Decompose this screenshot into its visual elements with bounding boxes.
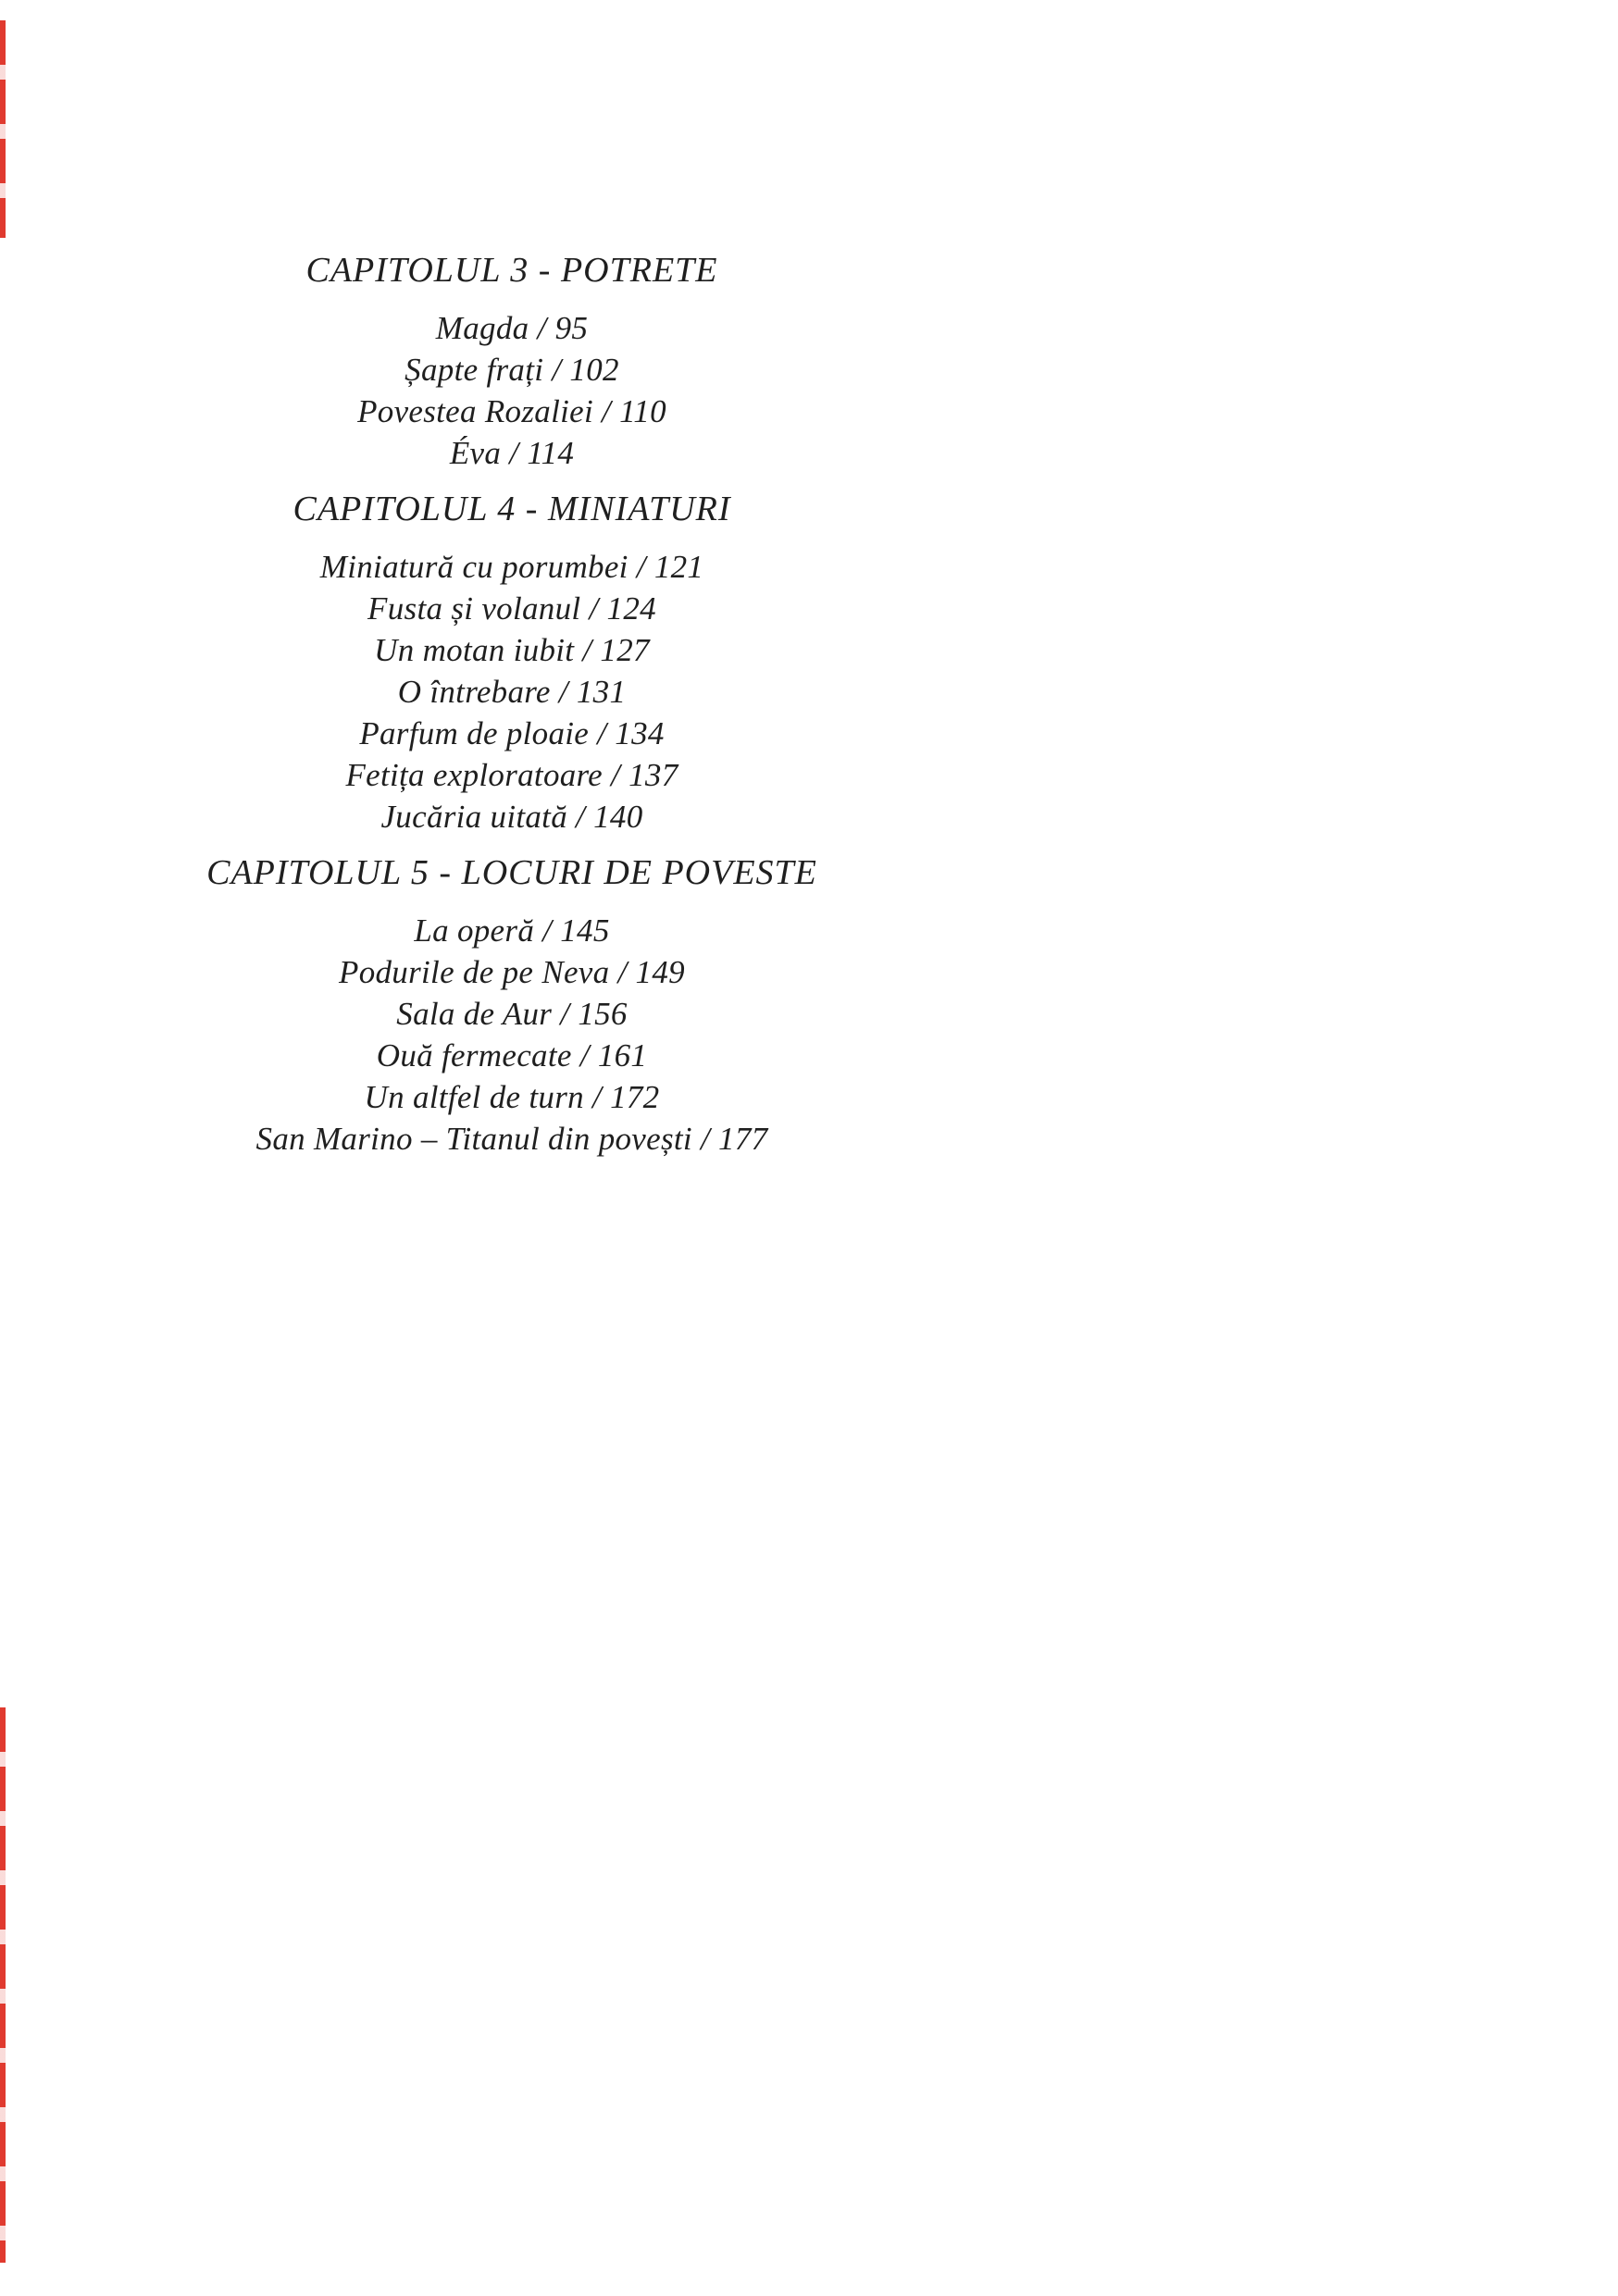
toc-entry: Povestea Rozaliei / 110 <box>357 393 666 429</box>
chapter-heading-3: CAPITOLUL 3 - POTRETE <box>305 251 718 290</box>
toc-entry: Un motan iubit / 127 <box>374 632 650 668</box>
toc-entry: Miniatură cu porumbei / 121 <box>319 549 704 585</box>
red-edge-mark-top <box>0 20 6 238</box>
toc-entry: Ouă fermecate / 161 <box>376 1037 648 1074</box>
toc-entry: O întrebare / 131 <box>397 674 627 710</box>
chapter-heading-5: CAPITOLUL 5 - LOCURI DE POVESTE <box>206 853 817 892</box>
toc-entry: Șapte frați / 102 <box>404 352 619 388</box>
toc-entry: La operă / 145 <box>414 912 610 949</box>
chapter-heading-4: CAPITOLUL 4 - MINIATURI <box>292 490 731 528</box>
toc-entry: Fetița exploratoare / 137 <box>345 757 678 793</box>
toc-entry: Podurile de pe Neva / 149 <box>339 954 685 990</box>
red-edge-mark-bottom <box>0 1707 6 2263</box>
table-of-contents <box>0 248 1024 1160</box>
toc-entry: Sala de Aur / 156 <box>396 996 628 1032</box>
toc-entry: Fusta și volanul / 124 <box>367 590 656 627</box>
toc-entry: Magda / 95 <box>435 310 589 346</box>
toc-entry: Éva / 114 <box>449 435 575 471</box>
toc-entry: San Marino – Titanul din povești / 177 <box>255 1121 768 1157</box>
toc-entry: Jucăria uitată / 140 <box>380 799 643 835</box>
toc-entry: Parfum de ploaie / 134 <box>359 715 665 751</box>
toc-entry: Un altfel de turn / 172 <box>364 1079 660 1115</box>
